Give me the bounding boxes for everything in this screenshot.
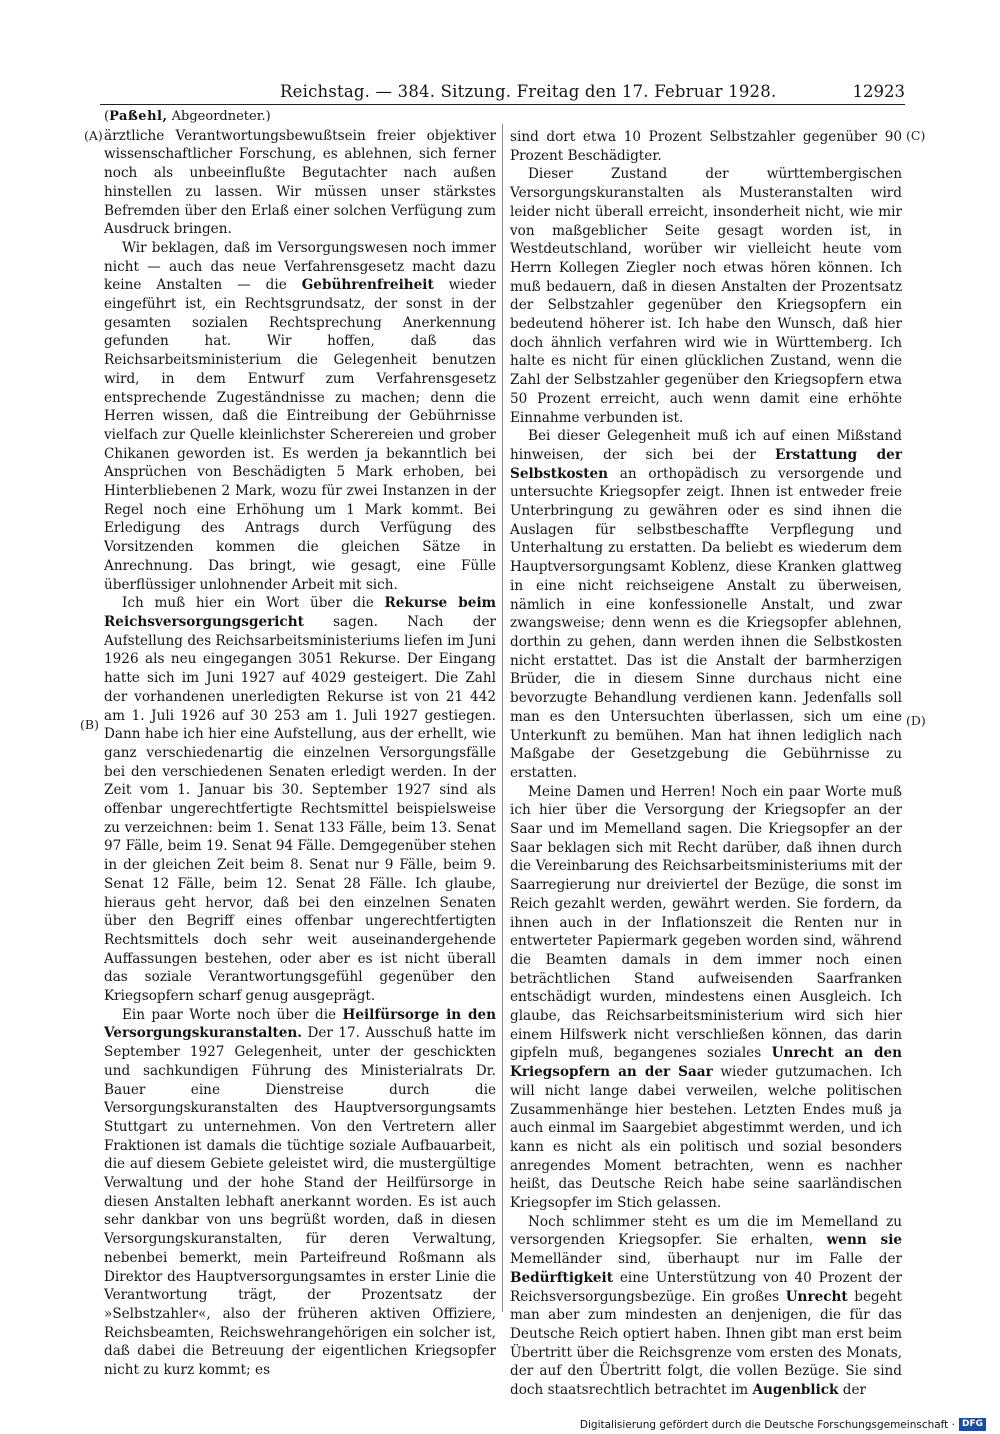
emphasis: Erstattung der Selbstkosten bbox=[510, 446, 902, 482]
margin-marker-c: (C) bbox=[906, 128, 926, 143]
speaker-line bbox=[104, 108, 496, 127]
left-column bbox=[104, 108, 496, 1380]
right-column bbox=[510, 128, 902, 1400]
footer-text: Digitalisierung gefördert durch die Deutsche Forschungsgemeinschaft · bbox=[579, 1418, 955, 1431]
emphasis: Augenblick bbox=[752, 1382, 839, 1399]
paragraph: Bei dieser Gelegenheit muß ich auf einen Mißstand hinweisen, der sich bei der Erstattung der Selbstkosten an orthopädisch zu versorgende und untersuchte Kriegsopfer zeigt. Ihnen ist entweder freie Unterbringung zu gewähren oder es sind ihnen die Auslagen für selbstbeschaffte Verpflegung und Unterhaltung zu erstatten. Da beliebt es wiederum dem Hauptversorgungsamt Koblenz, diese Kranken glattweg in eine nicht reichseigene Anstalt zu überweisen, nämlich in eine konfessionelle Anstalt, und zwar zwangsweise; denn wenn es die Kriegsopfer ablehnen, dorthin zu gehen, dann werden ihnen die Selbstkosten nicht erstattet. Das ist die Anstalt der barmherzigen Brüder, die in diesem Sinne durchaus nicht eine bevorzugte Behandlung verdienen kann. Jedenfalls soll man es den Untersuchten überlassen, sich um eine Unterkunft zu bemühen. Man hat ihnen lediglich nach Maßgabe der Gesetzgebung die Gebührnisse zu erstatten. bbox=[510, 428, 902, 781]
emphasis: wenn sie bbox=[826, 1232, 903, 1249]
column-divider bbox=[502, 124, 503, 1312]
paragraph: Wir beklagen, daß im Versorgungswesen noch immer nicht — auch das neue Verfahrensgesetz macht dazu keine Anstalten — die Gebührenfreiheit wieder eingeführt ist, ein Rechtsgrundsatz, der sonst in der gesamten sozialen Rechtsprechung Anerkennung gefunden hat. Wir hoffen, daß das Reichsarbeitsministerium die Gelegenheit benutzen wird, in dem Entwurf zum Verfahrensgesetz entsprechende Zugeständnisse zu machen; denn die Herren wissen, daß die Eintreibung der Gebührnisse vielfach zur Quelle kleinlichster Scherereien und grober Chikanen geworden ist. Es werden ja bekanntlich bei Ansprüchen von Beschädigten 5 Mark erhoben, bei Hinterbliebenen 2 Mark, wozu für zwei Instanzen in der Regel noch eine Erhöhung um 1 Mark kommt. Bei Erledigung des Antrags durch Verfügung des Vorsitzenden kommen die gleichen Sätze in Anrechnung. Das bringt, wie gesagt, eine Fülle überflüssiger unlohnender Arbeit mit sich. bbox=[104, 239, 496, 593]
emphasis: Unrecht bbox=[785, 1288, 848, 1305]
speaker-name: Paßehl, bbox=[109, 109, 168, 124]
margin-marker-a: (A) bbox=[84, 128, 103, 143]
paragraph: Noch schlimmer steht es um die im Memelland zu versorgenden Kriegsopfer. Sie erhalten, wenn sie Memelländer sind, überhaupt nur im Falle der Bedürftigkeit eine Unterstützung von 40 Prozent der Reichsversorgungsbezüge. Ein großes Unrecht begeht man aber zum mindesten an denjenigen, die für das Deutsche Reich optiert haben. Ihnen gibt man erst beim Übertritt über die Reichsgrenze vom ersten des Monats, der auf den Übertritt folgt, die vollen Bezüge. Sie sind doch staatsrechtlich betrachtet im Augenblick der bbox=[510, 1213, 903, 1399]
dfg-logo: DFG bbox=[959, 1418, 986, 1431]
paragraph: Ich muß hier ein Wort über die Rekurse beim Reichsversorgungsgericht sagen. Nach der Aufstellung des Reichsarbeitsministeriums liefen im Juni 1926 als neu eingegangen 3051 Rekurse. Der Eingang hatte sich im Juni 1927 auf 4029 gesteigert. Die Zahl der vorhandenen unerledigten Rekurse ist von 21 442 am 1. Juli 1926 auf 30 253 am 1. Juli 1927 gestiegen. Dann habe ich hier eine Aufstellung, aus der erhellt, wie ganz verschiedenartig die einzelnen Versorgungsfälle bei den verschiedenen Senaten erledigt werden. In der Zeit vom 1. Januar bis 30. September 1927 sind als offenbar ungerechtfertigte Rechtsmittel beispielsweise zu verzeichnen: beim 1. Senat 133 Fälle, beim 13. Senat 97 Fälle, beim 19. Senat 94 Fälle. Demgegenüber stehen in der gleichen Zeit beim 8. Senat nur 9 Fälle, beim 9. Senat 12 Fälle, beim 12. Senat 28 Fälle. Ich glaube, hieraus geht hervor, daß bei den einzelnen Senaten über den Begriff eines offenbar ungerechtfertigten Rechtsmittels doch sehr weit auseinandergehende Auffassungen bestehen, oder aber es ist nicht überall das soziale Verantwortungsgefühl gegenüber den Kriegsopfern scharf genug ausgeprägt. bbox=[104, 595, 496, 1005]
paragraph: sind dort etwa 10 Prozent Selbstzahler gegenüber 90 Prozent Beschädigter. bbox=[510, 129, 902, 164]
paragraph: Ein paar Worte noch über die Heilfürsorge in den Versorgungskuranstalten. Der 17. Ausschuß hatte im September 1927 Gelegenheit, unter der geschickten und sachkundigen Führung des Ministerialrats Dr. Bauer eine Dienstreise durch die Versorgungskuranstalten des Hauptversorgungsamts Stuttgart zu unternehmen. Von den Vertretern aller Fraktionen ist damals die tüchtige soziale Aufbauarbeit, die auf diesem Gebiete geleistet wird, die mustergültige Verwaltung und der hohe Stand der Heilfürsorge in diesen Anstalten lebhaft anerkannt worden. Es ist auch sehr dankbar von uns begrüßt worden, daß in diesen Versorgungskuranstalten, für deren Verwaltung, nebenbei bemerkt, mein Parteifreund Roßmann als Direktor des Hauptversorgungsamtes in erster Linie die Verantwortung trägt, der Prozentsatz der »Selbstzahler«, also der früheren aktiven Offiziere, Reichsbeamten, Reichswehrangehörigen ein solcher ist, daß dabei die Betreuung der eigentlichen Kriegsopfer nicht zu kurz kommt; es bbox=[104, 1006, 496, 1379]
emphasis: Unrecht an den Kriegsopfern an der Saar bbox=[510, 1045, 902, 1081]
margin-marker-b: (B) bbox=[80, 717, 99, 732]
margin-marker-d: (D) bbox=[906, 713, 926, 728]
page-header bbox=[100, 80, 905, 105]
page-number: 12923 bbox=[852, 82, 905, 101]
emphasis: Gebührenfreiheit bbox=[301, 277, 434, 294]
paragraph: ärztliche Verantwortungsbewußtsein freier objektiver wissenschaftlicher Forschung, es ablehnen, sich ferner noch als unbeeinflußte Begutachter nach außen hinstellen zu lassen. Wir müssen unser stärkstes Befremden über den Erlaß einer solchen Verfügung zum Ausdruck bringen. bbox=[104, 127, 496, 238]
emphasis: Bedürftigkeit bbox=[510, 1269, 613, 1286]
speaker-role: Abgeordneter.) bbox=[171, 109, 271, 124]
paragraph: Meine Damen und Herren! Noch ein paar Worte muß ich hier über die Versorgung der Kriegsopfer an der Saar und im Memelland sagen. Die Kriegsopfer an der Saar beklagen sich mit Recht darüber, daß ihnen durch die Vereinbarung des Reichsarbeitsministeriums mit der Saarregierung nur dreiviertel der Bezüge, die sonst im Reich gezahlt werden, gewährt werden. Sie fordern, da ihnen auch in der Inflationszeit die Renten nur in entwerteter Papiermark gegeben worden sind, während die Beamten damals in dem immer noch einen beträchtlichen Stand aufweisenden Saarfranken entschädigt wurden, mindestens einen Ausgleich. Ich glaube, das Reichsarbeitsministerium wird sich hier einem Hilfswerk nicht verschließen können, das darin gipfeln muß, begangenes soziales Unrecht an den Kriegsopfern an der Saar wieder gutzumachen. Ich will nicht lange dabei verweilen, welche politischen Zusammenhänge hier bestehen. Letzten Endes muß ja auch einmal im Saargebiet abgestimmt werden, und ich kann es nicht als ein politisch und sozial besonders anregendes Moment betrachten, wenn es nachher heißt, das Deutsche Reich habe seine saarländischen Kriegsopfer im Stich gelassen. bbox=[510, 783, 902, 1212]
paragraph: Dieser Zustand der württembergischen Versorgungskuranstalten als Musteranstalten wird leider nicht überall erreicht, insonderheit nicht, wie mir von maßgeblicher Seite gesagt worden ist, in Westdeutschland, worüber wir vielleicht heute vom Herrn Kollegen Ziegler noch etwas hören können. Ich muß bedauern, daß in diesen Anstalten der Prozentsatz der Selbstzahler gegenüber den Kriegsopfern ein bedeutend höherer ist. Ich habe den Wunsch, daß hier doch ähnlich verfahren wird wie in Württemberg. Ich halte es nicht für einen glücklichen Zustand, wenn die Zahl der Selbstzahler gegenüber den Kriegsopfern etwa 50 Prozent erreicht, auch wenn damit eine erhöhte Einnahme verbunden ist. bbox=[510, 166, 902, 426]
speaker-open-paren: ( bbox=[104, 109, 110, 124]
running-title: Reichstag. — 384. Sitzung. Freitag den 17. Februar 1928. bbox=[280, 82, 777, 101]
emphasis: Heilfürsorge in den Versorgungskuranstalten. bbox=[104, 1006, 496, 1042]
digitization-footer bbox=[580, 1418, 986, 1431]
emphasis: Rekurse beim Reichsversorgungsgericht bbox=[104, 595, 496, 630]
